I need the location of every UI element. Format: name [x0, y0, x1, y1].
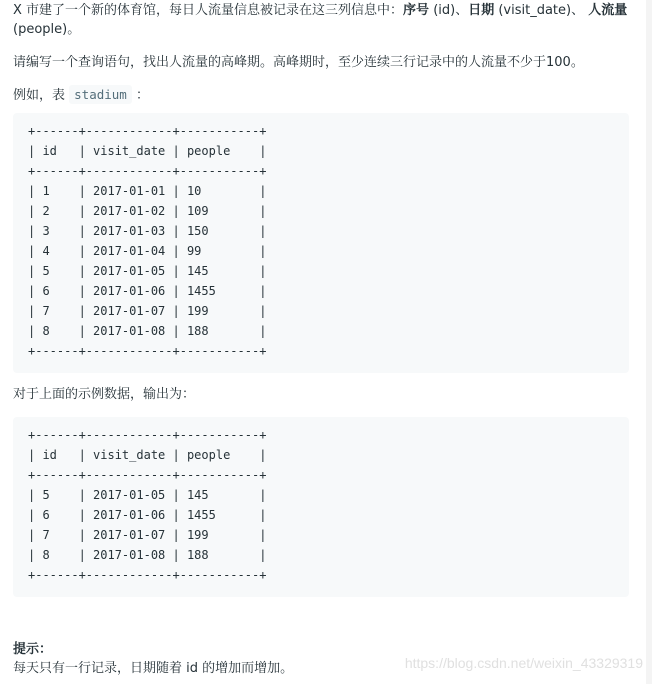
- watermark: https://blog.csdn.net/weixin_43329319: [404, 655, 643, 671]
- hint-title: 提示：: [13, 642, 53, 657]
- scrollbar-track[interactable]: [646, 0, 652, 684]
- field-people-column: (people)。: [13, 22, 81, 37]
- output-table-code-block: +------+------------+-----------+ | id | visit_date | people | +------+------------+-----------+ | 5 | 2017-01-05 | 145 | | 6 | 2017-01-06 | 1455 | | 7 | 2017-01-07 | 199 | | 8 | 2017-01-08 | 188 | +------+------------+-----------+: [13, 417, 629, 597]
- hint-text: 每天只有一行记录，日期随着 id 的增加而增加。: [13, 661, 294, 676]
- input-table-code-block: +------+------------+-----------+ | id | visit_date | people | +------+------------+-----------+ | 1 | 2017-01-01 | 10 | | 2 | 2017-01-02 | 109 | | 3 | 2017-01-03 | 150 | | 4 | 2017-01-04 | 99 | | 5 | 2017-01-05 | 145 | | 6 | 2017-01-06 | 1455 | | 7 | 2017-01-07 | 199 | | 8 | 2017-01-08 | 188 | +------+------------+-----------+: [13, 113, 629, 373]
- field-id-name: 序号: [403, 3, 430, 18]
- field-date-column: (visit_date)、: [494, 3, 589, 18]
- output-intro-paragraph: 对于上面的示例数据，输出为：: [13, 387, 196, 402]
- example-suffix: ：: [131, 88, 149, 103]
- field-people-name: 人流量: [588, 3, 628, 18]
- example-prefix: 例如，表: [13, 88, 70, 103]
- intro-paragraph: [13, 0, 643, 39]
- example-paragraph: [13, 84, 643, 107]
- field-id-column: (id)、: [429, 3, 469, 18]
- table-name-code: stadium: [69, 85, 132, 104]
- hint-section: [13, 640, 293, 678]
- task-paragraph: 请编写一个查询语句，找出人流量的高峰期。高峰期时，至少连续三行记录中的人流量不少于100。: [13, 55, 584, 70]
- field-date-name: 日期: [468, 3, 495, 18]
- intro-text: X 市建了一个新的体育馆，每日人流量信息被记录在这三列信息中：: [13, 3, 404, 18]
